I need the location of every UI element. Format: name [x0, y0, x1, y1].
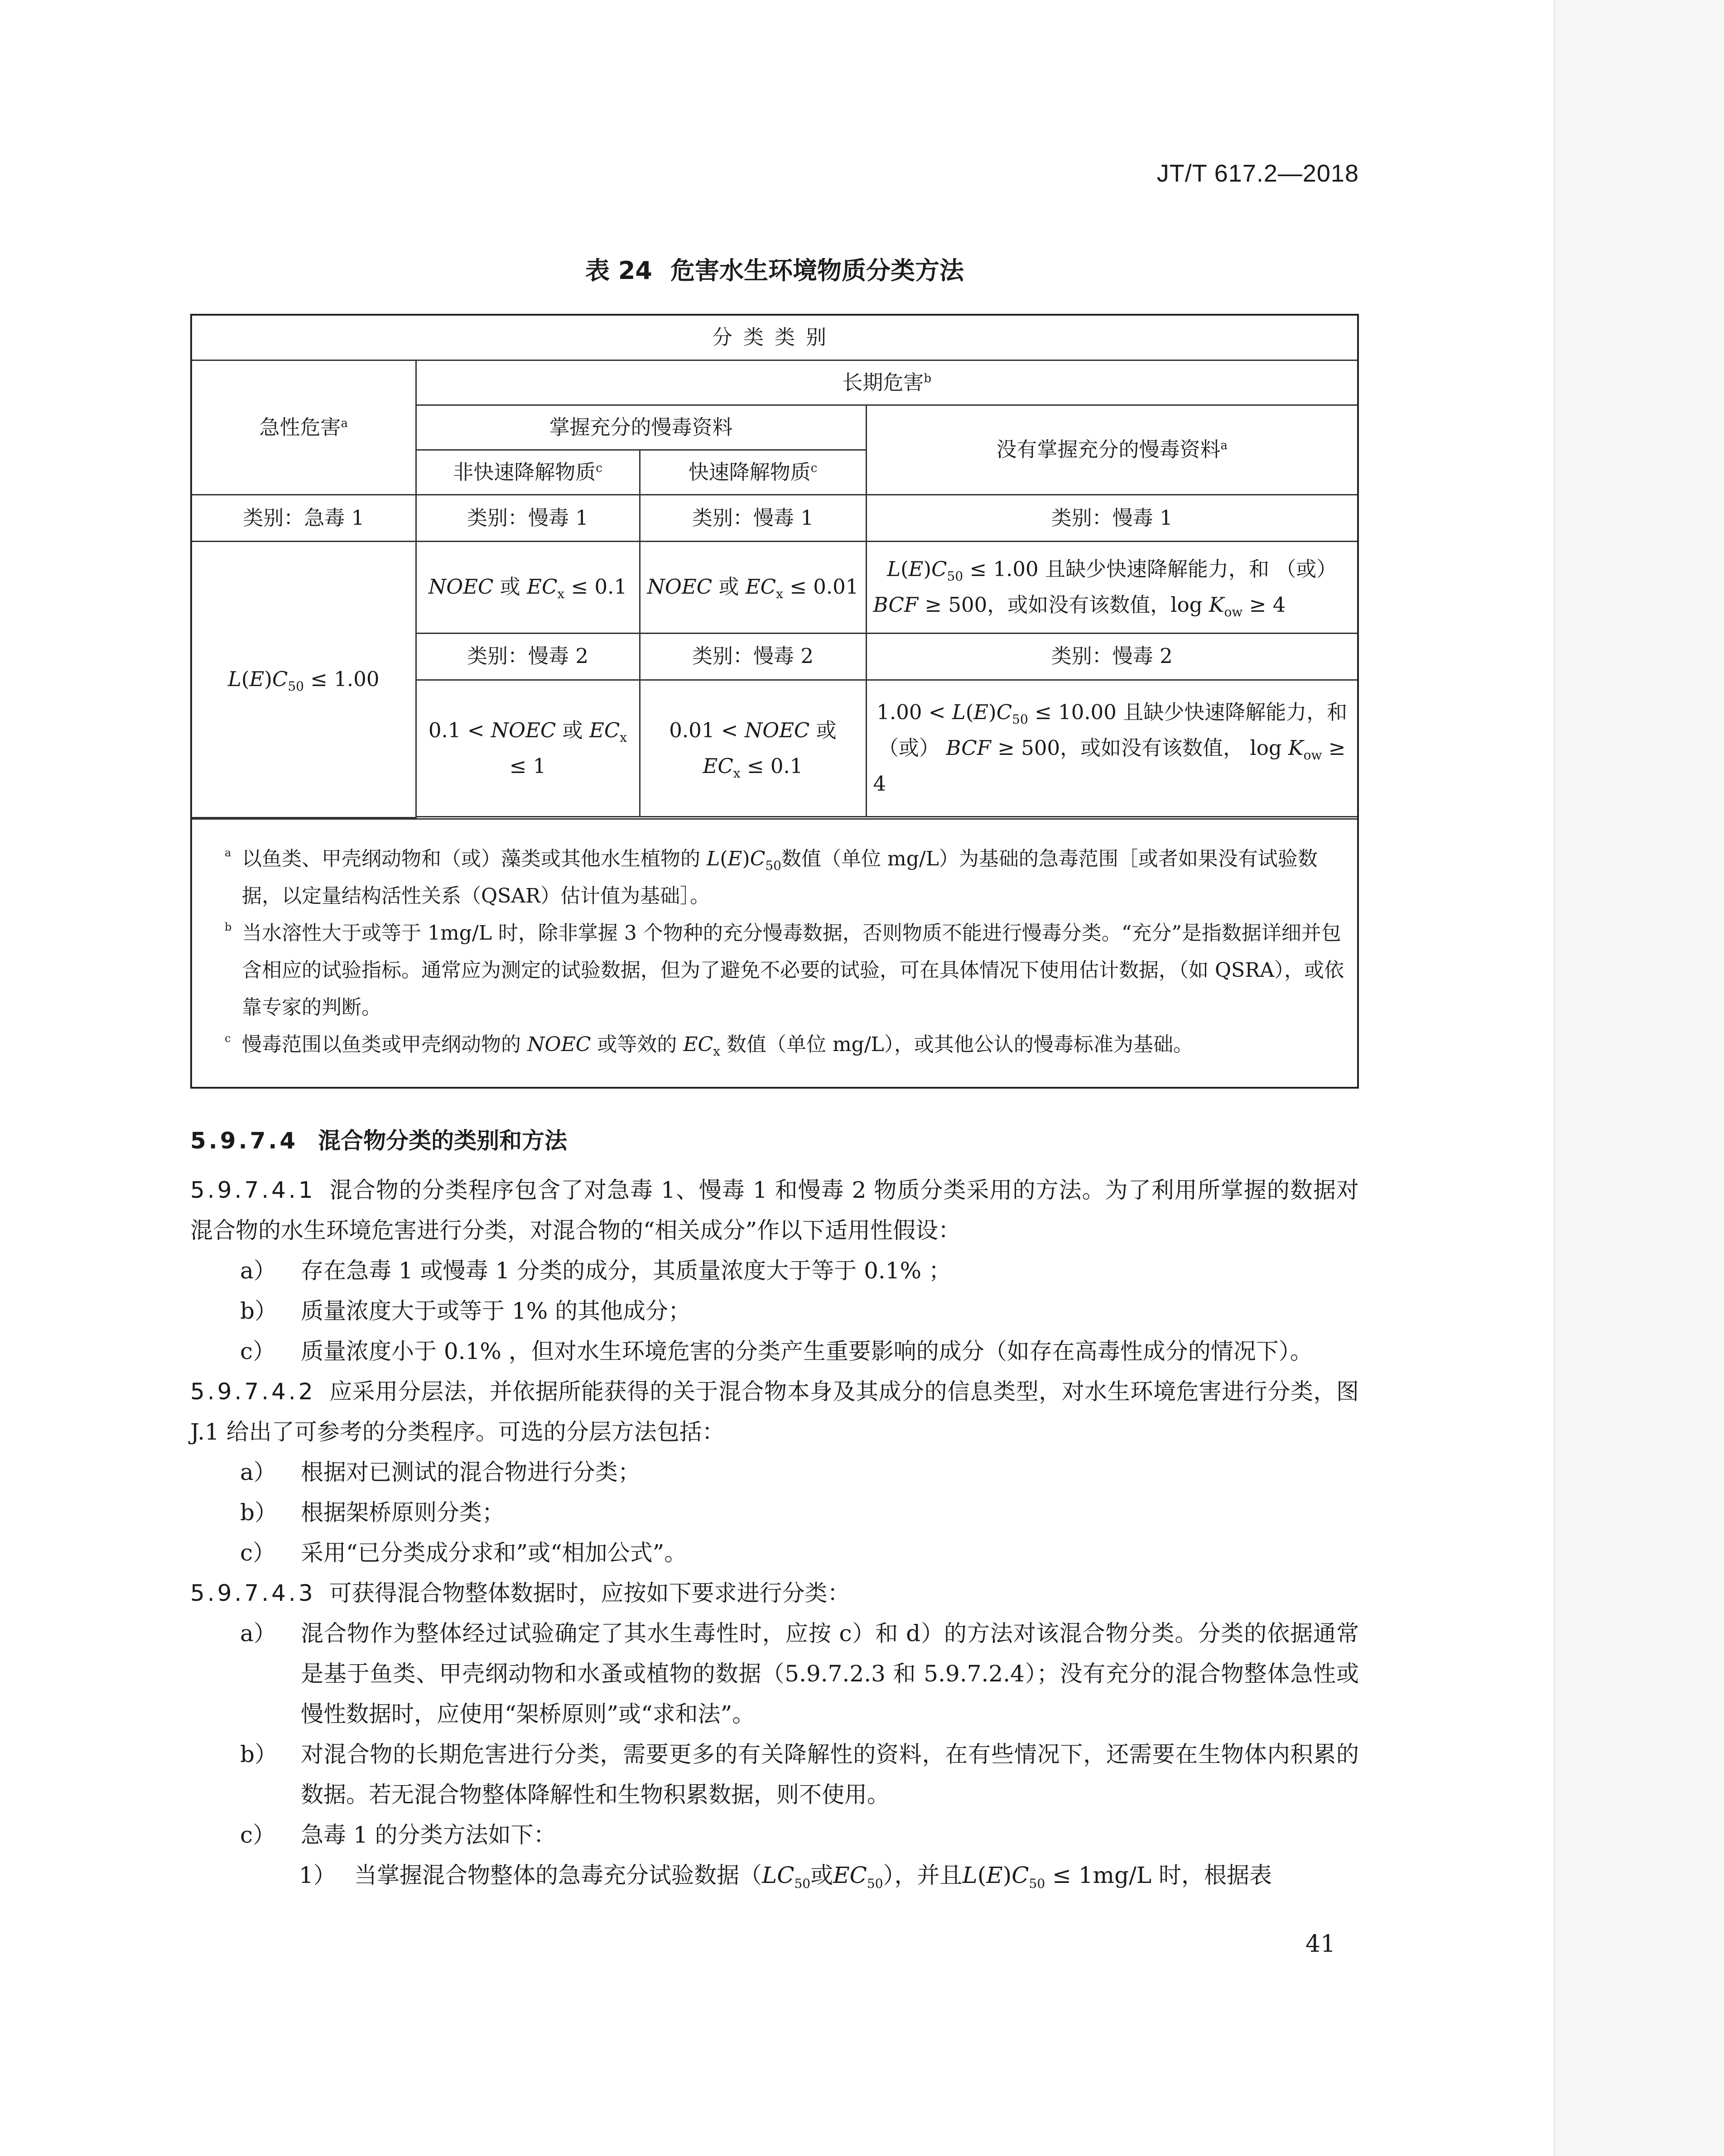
standard-number: JT/T 617.2—2018 — [1156, 160, 1359, 187]
clause-5-9-7-4-1: 5.9.7.4.1 混合物的分类程序包含了对急毒 1、慢毒 1 和慢毒 2 物质分类采用的方法。为了利用所掌握的数据对混合物的水生环境危害进行分类，对混合物的“相关成分”作以下适用性假设： — [190, 1177, 1359, 1244]
sub-list-item: 1） 当掌握混合物整体的急毒充分试验数据（$LC_{50}$或$EC_{50}$），并且$L(E)C_{50} \le 1mg/L$ 时，根据表 — [299, 1862, 1272, 1891]
cell-chronic2-inadequate-criterion: $1.00 < L(E)C_{50} \le 10.00$ 且缺少快速降解能力，和（或） BCF ≥ 500，或如没有该数值， $\log K_{ow} \ge 4$ — [866, 680, 1357, 817]
list-item: a） 混合物作为整体经过试验确定了其水生毒性时，应按 c）和 d）的方法对该混合物分类。分类的依据通常是基于鱼类、甲壳纲动物和水蚤或植物的数据（5.9.7.2.3 和 5.9.7.2.4）；没有充分的混合物整体急性或慢性数据时，应使用“架桥原则”或“求和法”。 — [240, 1620, 1359, 1727]
header-long-term: 长期危害$^b$ — [416, 360, 1357, 405]
header-acute: 急性危害$^a$ — [192, 360, 416, 495]
cell-chronic2-rapid: 类别：慢毒 2 — [640, 633, 866, 680]
body-text — [190, 1121, 1359, 1896]
clause-5-9-7-4-2: 5.9.7.4.2 应采用分层法，并依据所能获得的关于混合物本身及其成分的信息类型，对水生环境危害进行分类，图 J.1 给出了可参考的分类程序。可选的分层方法包括： — [190, 1378, 1359, 1445]
list-item: c） 质量浓度小于 0.1% ，但对水生环境危害的分类产生重要影响的成分（如存在高毒性成分的情况下）。 — [240, 1338, 1313, 1364]
cell-chronic1-non-rapid-criterion: NOEC 或 $EC_x \le 0.1$ — [416, 541, 640, 633]
table-number: 表 24 — [585, 256, 652, 285]
page-margin-strip — [1554, 0, 1724, 2156]
list-item: a） 根据对已测试的混合物进行分类； — [240, 1459, 640, 1485]
table-title — [190, 251, 1359, 286]
table-grid — [192, 316, 1357, 818]
header-rapid: 快速降解物质$^c$ — [640, 450, 866, 495]
section-heading: 5.9.7.4 混合物分类的类别和方法 — [190, 1128, 568, 1154]
cell-chronic1-inadequate: 类别：慢毒 1 — [866, 495, 1357, 541]
note-c: c 慢毒范围以鱼类或甲壳纲动物的 NOEC 或等效的 $EC_x$ 数值（单位 mg/L），或其他公认的慢毒标准为基础。 — [225, 1032, 1193, 1059]
cell-chronic1-non-rapid: 类别：慢毒 1 — [416, 495, 640, 541]
cell-chronic1-rapid-criterion: NOEC 或 $EC_x \le 0.01$ — [640, 541, 866, 633]
clause-5-9-7-4-3: 5.9.7.4.3 可获得混合物整体数据时，应按如下要求进行分类： — [190, 1580, 850, 1606]
list-item: c） 急毒 1 的分类方法如下： — [240, 1822, 556, 1848]
cell-chronic1-inadequate-criterion: $L(E)C_{50} \le 1.00$ 且缺少快速降解能力，和 （或）BCF ≥ 500，或如没有该数值，$\log K_{ow} \ge 4$ — [866, 541, 1357, 633]
cell-chronic2-non-rapid-criterion: 0.1 < NOEC 或 $EC_x \le 1$ — [416, 680, 640, 817]
cell-chronic2-non-rapid: 类别：慢毒 2 — [416, 633, 640, 680]
cell-chronic1-rapid: 类别：慢毒 1 — [640, 495, 866, 541]
table-caption: 危害水生环境物质分类方法 — [670, 256, 964, 285]
cell-acute-criterion: $L(E)C_{50} \le 1.00$ — [192, 541, 416, 817]
table-notes — [192, 818, 1357, 1089]
note-b: b 当水溶性大于或等于 1mg/L 时，除非掌握 3 个物种的充分慢毒数据，否则物质不能进行慢毒分类。“充分”是指数据详细并包含相应的试验指标。通常应为测定的试验数据，但为了避免不必要的试验，可在具体情况下使用估计数据，（如 QSRA），或依靠专家的判断。 — [225, 921, 1344, 1019]
cell-acute-category: 类别：急毒 1 — [192, 495, 416, 541]
list-item: a） 存在急毒 1 或慢毒 1 分类的成分，其质量浓度大于等于 0.1% ； — [240, 1258, 952, 1284]
header-adequate-data: 掌握充分的慢毒资料 — [416, 405, 866, 450]
list-item: b） 对混合物的长期危害进行分类，需要更多的有关降解性的资料，在有些情况下，还需要在生物体内积累的数据。若无混合物整体降解性和生物积累数据，则不使用。 — [240, 1741, 1359, 1808]
note-a: a 以鱼类、甲壳纲动物和（或）藻类或其他水生植物的 $L(E)C_{50}$数值（单位 mg/L）为基础的急毒范围［或者如果没有试验数据，以定量结构活性关系（QSAR）估计值为基础］。 — [225, 846, 1318, 908]
cell-chronic2-rapid-criterion: 0.01 < NOEC 或 $EC_x \le 0.1$ — [640, 680, 866, 817]
page-number: 41 — [1305, 1930, 1336, 1958]
list-item: c） 采用“已分类成分求和”或“相加公式”。 — [240, 1540, 687, 1566]
header-category: 分类类别 — [192, 316, 1357, 360]
list-item: b） 质量浓度大于或等于 1% 的其他成分； — [240, 1298, 691, 1324]
cell-chronic2-inadequate: 类别：慢毒 2 — [866, 633, 1357, 680]
header-inadequate-data: 没有掌握充分的慢毒资料$^a$ — [866, 405, 1357, 495]
classification-table — [190, 314, 1359, 1089]
header-non-rapid: 非快速降解物质$^c$ — [416, 450, 640, 495]
list-item: b） 根据架桥原则分类； — [240, 1499, 505, 1526]
